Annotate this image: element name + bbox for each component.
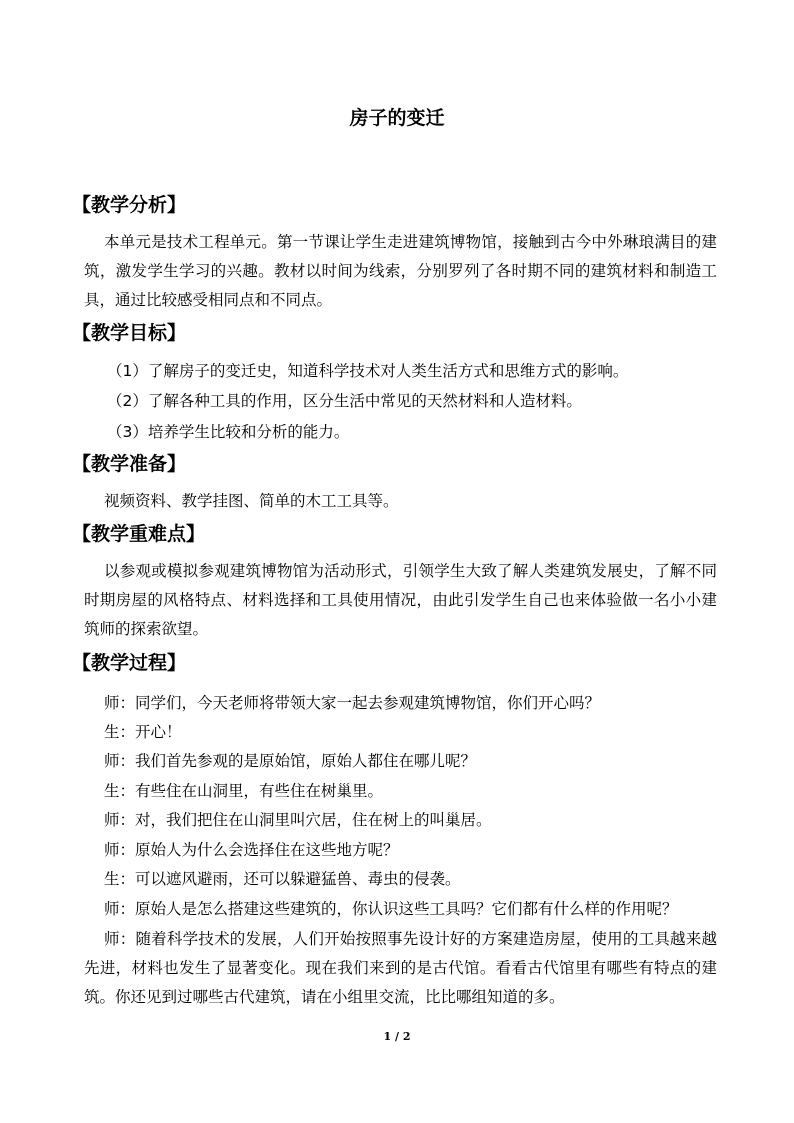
dialog-line: 师：对，我们把住在山洞里叫穴居，住在树上的叫巢居。 <box>104 811 492 829</box>
dialog-line: 生：有些住在山洞里，有些住在树巢里。 <box>104 782 384 800</box>
heading-teaching-preparation: 【教学准备】 <box>72 453 187 475</box>
page-number: 1 / 2 <box>383 1030 411 1043</box>
dialog-line: 师：同学们，今天老师将带领大家一起去参观建筑博物馆，你们开心吗？ <box>104 694 601 712</box>
heading-teaching-process: 【教学过程】 <box>72 652 187 674</box>
preparation-text: 视频资料、教学挂图、简单的木工工具等。 <box>104 492 399 510</box>
key-points-text: 以参观或模拟参观建筑博物馆为活动形式，引领学生大致了解人类建筑发展史，了解不同时期房屋的风格特点、材料选择和工具使用情况，由此引发学生自己也来体验做一名小小建筑师的探索欲望。 <box>84 562 717 638</box>
dialog-line: 师：原始人是怎么搭建这些建筑的，你认识这些工具吗？它们都有什么样的作用呢？ <box>104 900 678 918</box>
document-title: 房子的变迁 <box>349 107 445 129</box>
dialog-line: 师：我们首先参观的是原始馆，原始人都住在哪儿呢？ <box>104 752 477 770</box>
heading-teaching-analysis: 【教学分析】 <box>72 194 187 216</box>
dialog-line: 生：开心！ <box>104 723 182 741</box>
heading-teaching-goals: 【教学目标】 <box>72 322 187 344</box>
teaching-analysis-text: 本单元是技术工程单元。第一节课让学生走进建筑博物馆，接触到古今中外琳琅满目的建筑，激发学生学习的兴趣。教材以时间为线索，分别罗列了各时期不同的建筑材料和制造工具，通过比较感受相同点和不同点。 <box>84 233 717 309</box>
dialog-paragraph: 师：随着科学技术的发展，人们开始按照事先设计好的方案建造房屋，使用的工具越来越先进，材料也发生了显著变化。现在我们来到的是古代馆。看看古代馆里有哪些有特点的建筑。你还见到过哪些古代建筑，请在小组里交流，比比哪组知道的多。 <box>84 930 717 1006</box>
goal-item-1: （1）了解房子的变迁史，知道科学技术对人类生活方式和思维方式的影响。 <box>107 362 629 380</box>
goal-item-3: （3）培养学生比较和分析的能力。 <box>107 423 350 441</box>
heading-key-points: 【教学重难点】 <box>72 523 206 545</box>
dialog-line: 师：原始人为什么会选择住在这些地方呢？ <box>104 841 399 859</box>
dialog-line: 生：可以遮风避雨，还可以躲避猛兽、毒虫的侵袭。 <box>104 870 461 888</box>
goal-item-2: （2）了解各种工具的作用，区分生活中常见的天然材料和人造材料。 <box>107 392 582 410</box>
